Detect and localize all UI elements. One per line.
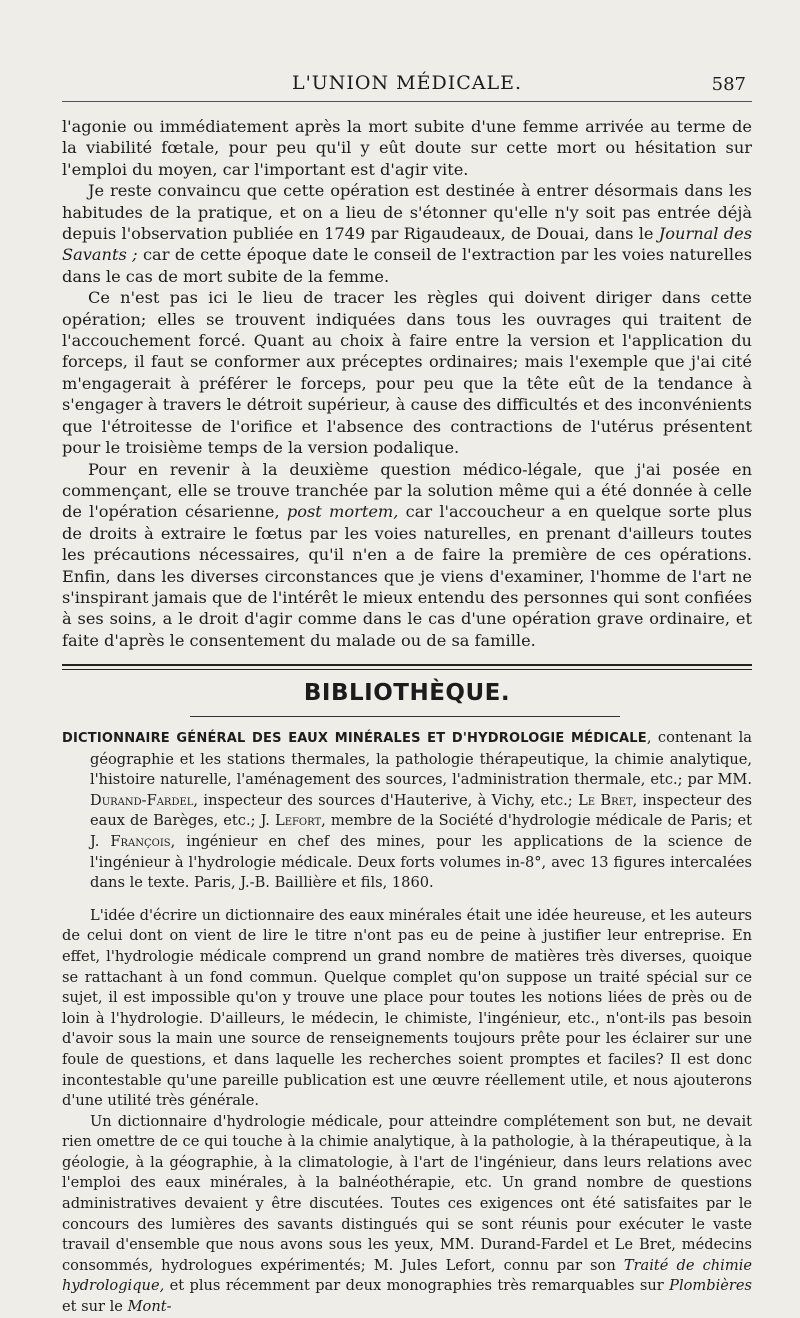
- text-run: Un dictionnaire d'hydrologie médicale, pour atteindre complétement son but, ne devait rien omettre de ce qui touche à la chimie analytique, à la pathologie, à la thérapeutique, à la géologie, à la géographie, à la climatologie, à l'art de l'ingénieur, dans leurs relations avec l'emploi des eaux minérales, à la balnéothérapie, etc. Un grand nombre de questions administratives devaient y être discutées. Toutes ces exigences ont été satisfaites par le concours des lumières des savants distingués qui se sont réunis pour exécuter le vaste travail d'ensemble que nous avons sous les yeux, MM. Durand-Fardel et Le Bret, médecins consommés, hydrologues expérimentés; M. Jules Lefort, connu par son: [62, 1112, 752, 1274]
- section-title: BIBLIOTHÈQUE.: [303, 680, 511, 706]
- article-continuation: [62, 116, 752, 651]
- review-paragraph-2: [62, 1112, 752, 1318]
- title-underline: [190, 716, 620, 717]
- book-entry: [62, 728, 752, 894]
- place-reference: Plombières: [669, 1277, 752, 1295]
- text-run: et sur le: [62, 1298, 128, 1316]
- page-number: 587: [711, 74, 746, 95]
- book-reference: Traité de chimie hydrologique,: [62, 1256, 752, 1295]
- paragraph-2: [62, 180, 752, 287]
- section-separator: [62, 664, 752, 670]
- text-run: , inspecteur des sources d'Hauterive, à Vichy, etc.;: [193, 791, 579, 809]
- separator-thin-line: [62, 669, 752, 670]
- page-header: [62, 68, 752, 102]
- book-title: DICTIONNAIRE GÉNÉRAL DES EAUX MINÉRALES ET D'HYDROLOGIE MÉDICALE: [62, 731, 647, 746]
- text-run: Pour en revenir à la deuxième question médico-légale, que j'ai posée en commençant, elle se trouve tranchée par la solution même qui a été donnée à celle de l'opération césarienne,: [62, 459, 752, 522]
- author-name: Lefort: [275, 812, 322, 830]
- author-name: Durand-Fardel: [90, 791, 194, 809]
- latin-phrase: post mortem,: [286, 502, 399, 522]
- place-reference: Mont-: [127, 1298, 172, 1316]
- author-name: François: [110, 832, 171, 850]
- paragraph-4: [62, 459, 752, 652]
- spacer: [62, 894, 752, 906]
- header-rule: [62, 101, 752, 102]
- text-run: , inspecteur des eaux de Barèges, etc.; J.: [90, 791, 753, 830]
- paragraph-3: Ce n'est pas ici le lieu de tracer les règles qui doivent diriger dans cette opération; elles se trouvent indiquées dans tous les ouvrages qui traitent de l'accouchement forcé. Quant au choix à faire entre la version et l'application du forceps, il faut se conformer aux préceptes ordinaires; mais l'exemple que j'ai cité m'engagerait à préférer le forceps, pour peu que la tête eût de la tendance à s'engager à travers le détroit supérieur, à cause des difficultés et des inconvénients que l'étroitesse de l'orifice et l'absence des contractions de l'utérus présentent pour le troisième temps de la version podalique.: [62, 288, 752, 458]
- text-run: Je reste convaincu que cette opération est destinée à entrer désormais dans les habitudes de la pratique, et on a lieu de s'étonner qu'elle n'y soit pas entrée déjà depuis l'observation publiée en 1749 par Rigaudeaux, de Douai, dans le: [62, 181, 752, 244]
- text-run: et plus récemment par deux monographies très remarquables sur: [164, 1277, 670, 1295]
- text-run: car de cette époque date le conseil de l'extraction par les voies naturelles dans le cas de mort subite de la femme.: [62, 245, 752, 286]
- bibliotheque-section: [62, 728, 752, 1318]
- author-name: Le Bret: [578, 791, 633, 809]
- running-title: L'UNION MÉDICALE.: [291, 72, 523, 94]
- separator-thick-line: [62, 664, 752, 666]
- review-paragraph-1: L'idée d'écrire un dictionnaire des eaux minérales était une idée heureuse, et les auteurs de celui dont on vient de lire le titre n'ont pas eu de peine à justifier leur entreprise. En effet, l'hydrologie médicale comprend un grand nombre de matières très diverses, quoique se rattachant à un fond commun. Quelque complet qu'on suppose un traité spécial sur ce sujet, il est impossible qu'on y trouve une place pour toutes les notions liées de près ou de loin à l'hydrologie. D'ailleurs, le médecin, le chimiste, l'ingénieur, etc., n'ont-ils pas besoin d'avoir sous la main une source de renseignements toujours prête pour les éclairer sur une foule de questions, et dans laquelle les recherches soient promptes et faciles? Il est donc incontestable qu'une pareille publication est une œuvre réellement utile, et nous ajouterons d'une utilité très générale.: [62, 906, 752, 1110]
- journal-title: Journal des Savants ;: [62, 224, 752, 265]
- text-run: , contenant la géographie et les stations thermales, la pathologie thérapeutique, la chimie analytique, l'histoire naturelle, l'aménagement des sources, l'administration thermale, etc.; par MM.: [90, 729, 752, 789]
- text-run: car l'accoucheur a en quelque sorte plus de droits à extraire le fœtus par les voies naturelles, en prenant d'ailleurs toutes les précautions nécessaires, qu'il n'en a de faire la première de ces opérations. Enfin, dans les diverses circonstances que je viens d'examiner, l'homme de l'art ne s'inspirant jamais que de l'intérêt le mieux entendu des personnes qui sont confiées à ses soins, a le droit d'agir comme dans le cas d'une opération grave ordinaire, et faite d'après le consentement du malade ou de sa famille.: [62, 502, 752, 650]
- paragraph-1: l'agonie ou immédiatement après la mort subite d'une femme arrivée au terme de la viabilité fœtale, pour peu qu'il y eût doute sur cette mort ou hésitation sur l'emploi du moyen, car l'important est d'agir vite.: [62, 117, 752, 179]
- text-run: , ingénieur en chef des mines, pour les applications de la science de l'ingénieur à l'hydrologie médicale. Deux forts volumes in-8°, avec 13 figures intercalées dans le texte. Paris, J.-B. Baillière et fils, 1860.: [90, 832, 752, 892]
- text-run: , membre de la Société d'hydrologie médicale de Paris; et J.: [90, 812, 752, 850]
